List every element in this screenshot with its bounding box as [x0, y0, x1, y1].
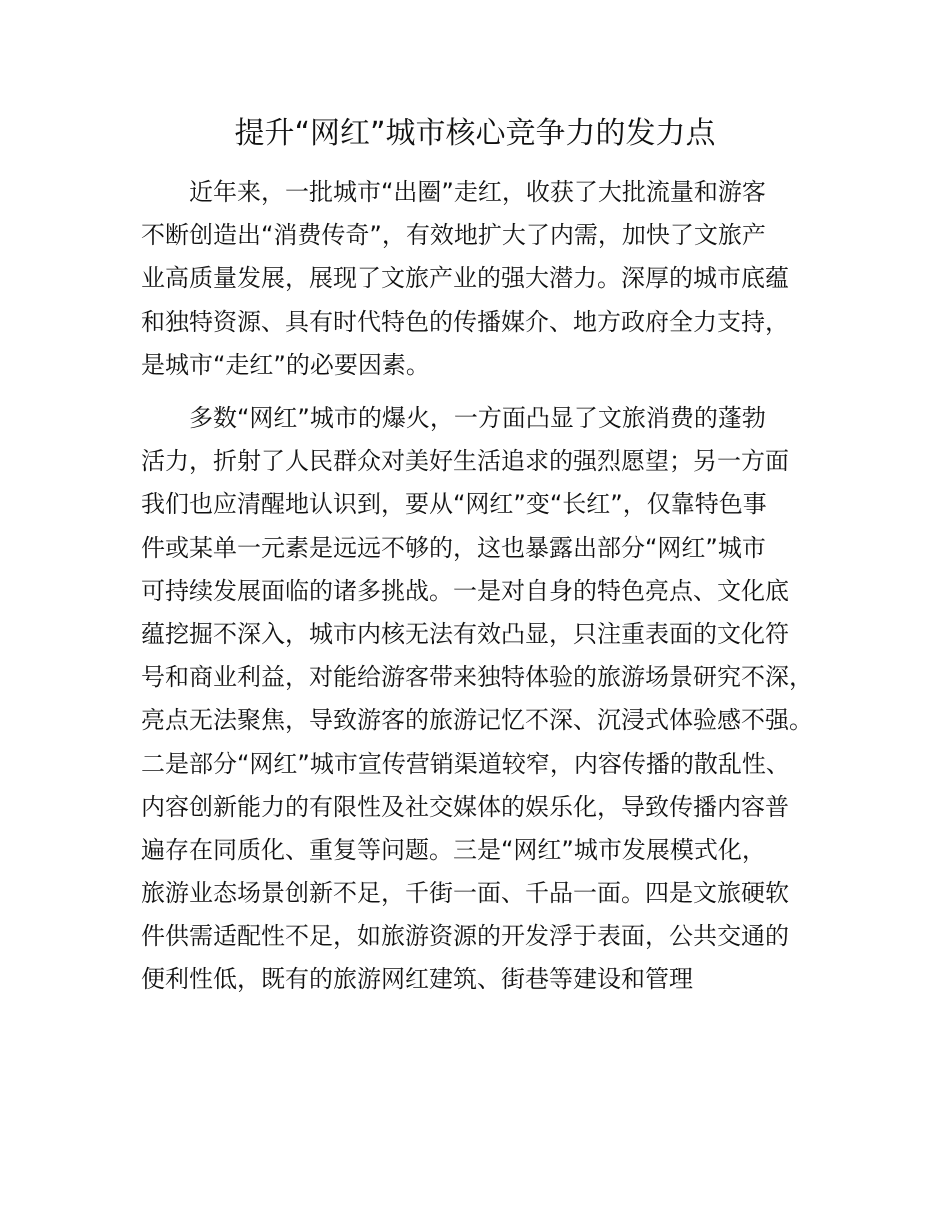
- text-line: 内容创新能力的有限性及社交媒体的娱乐化，导致传播内容普: [141, 792, 789, 821]
- paragraph-2: [141, 397, 841, 1002]
- text-line: 旅游业态场景创新不足，千街一面、千品一面。四是文旅硬软: [141, 879, 789, 908]
- text-line: 亮点无法聚焦，导致游客的旅游记忆不深、沉浸式体验感不强。: [141, 706, 813, 735]
- text-line: 业高质量发展，展现了文旅产业的强大潜力。深厚的城市底蕴: [141, 264, 789, 293]
- text-line: 不断创造出“消费传奇”，有效地扩大了内需，加快了文旅产: [141, 221, 766, 250]
- document-title: 提升“网红”城市核心竞争力的发力点: [234, 116, 716, 151]
- text-line: 便利性低，既有的旅游网红建筑、街巷等建设和管理: [141, 965, 693, 994]
- text-line: 号和商业利益，对能给游客带来独特体验的旅游场景研究不深，: [141, 663, 813, 692]
- text-line: 遍存在同质化、重复等问题。三是“网红”城市发展模式化，: [141, 835, 766, 864]
- text-line: 件供需适配性不足，如旅游资源的开发浮于表面，公共交通的: [141, 922, 789, 951]
- paragraph-1: [141, 171, 841, 387]
- text-line: 是城市“走红”的必要因素。: [141, 350, 430, 379]
- text-line: 我们也应清醒地认识到，要从“网红”变“长红”，仅靠特色事: [141, 490, 767, 519]
- text-line: 近年来，一批城市“出圈”走红，收获了大批流量和游客: [189, 178, 766, 206]
- text-line: 活力，折射了人民群众对美好生活追求的强烈愿望；另一方面: [141, 447, 789, 476]
- text-line: 二是部分“网红”城市宣传营销渠道较窄，内容传播的散乱性、: [141, 749, 790, 778]
- text-line: 蕴挖掘不深入，城市内核无法有效凸显，只注重表面的文化符: [141, 619, 789, 648]
- text-line: 和独特资源、具有时代特色的传播媒介、地方政府全力支持，: [141, 307, 789, 336]
- text-line: 可持续发展面临的诸多挑战。一是对自身的特色亮点、文化底: [141, 576, 789, 605]
- text-line: 多数“网红”城市的爆火，一方面凸显了文旅消费的蓬勃: [189, 404, 766, 432]
- text-line: 件或某单一元素是远远不够的，这也暴露出部分“网红”城市: [141, 533, 766, 562]
